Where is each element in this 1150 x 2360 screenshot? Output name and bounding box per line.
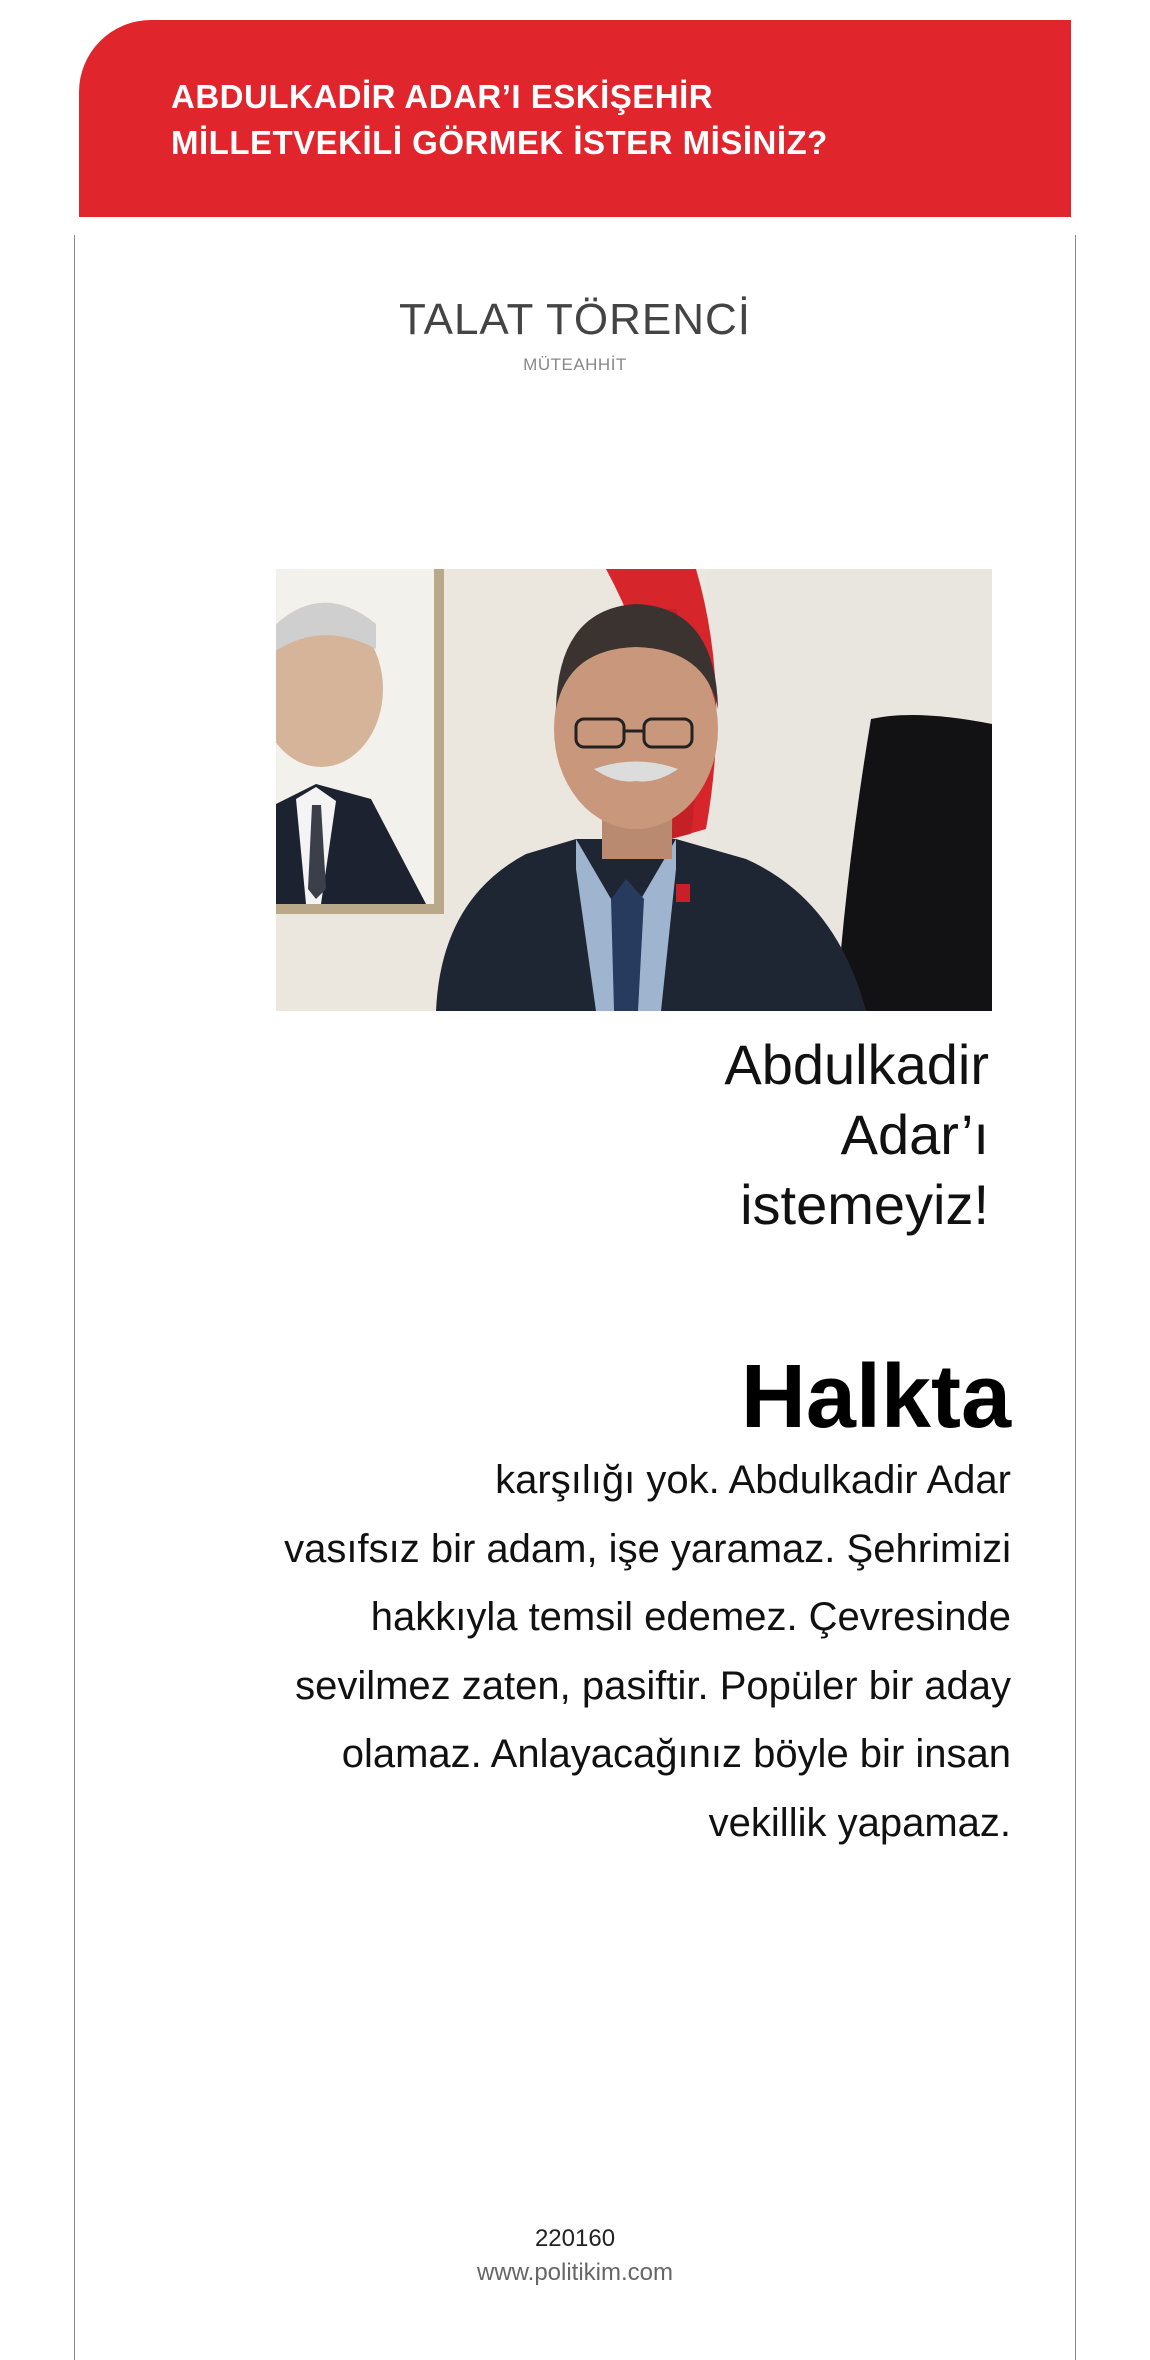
footer-url-link[interactable]: www.politikim.com [476, 2259, 674, 2286]
quote-line: Adar’ı [840, 1103, 989, 1166]
frame-right-border [1075, 235, 1076, 2360]
article-body [251, 1446, 1011, 1857]
header-title-line-2: MİLLETVEKİLİ GÖRMEK İSTER MİSİNİZ? [171, 124, 828, 161]
lead-word: Halkta [740, 1347, 1011, 1447]
portrait-photo [276, 569, 992, 1011]
article-line: vasıfsız bir adam, işe yaramaz. Şehrimizi [284, 1526, 1011, 1571]
author-role: MÜTEAHHİT [523, 355, 627, 374]
quote-line: Abdulkadir [724, 1033, 989, 1096]
author-name: TALAT TÖRENCİ [398, 295, 752, 344]
article-line: sevilmez zaten, pasiftir. Popüler bir aday [295, 1663, 1011, 1708]
header-title [171, 74, 828, 166]
quote-line: istemeyiz! [740, 1173, 989, 1236]
header-banner [79, 20, 1071, 217]
article-line: vekillik yapamaz. [708, 1800, 1011, 1845]
header-title-line-1: ABDULKADİR ADAR’I ESKİŞEHİR [171, 78, 714, 115]
pull-quote [724, 1030, 989, 1240]
article-line: hakkıyla temsil edemez. Çevresinde [370, 1595, 1011, 1639]
article-line: karşılığı yok. Abdulkadir Adar [495, 1458, 1011, 1502]
wall-portrait-frame [276, 569, 444, 914]
frame-left-border [74, 235, 75, 2360]
footer-id: 220160 [534, 2225, 616, 2252]
article-line: olamaz. Anlayacağınız böyle bir insan [341, 1732, 1011, 1776]
